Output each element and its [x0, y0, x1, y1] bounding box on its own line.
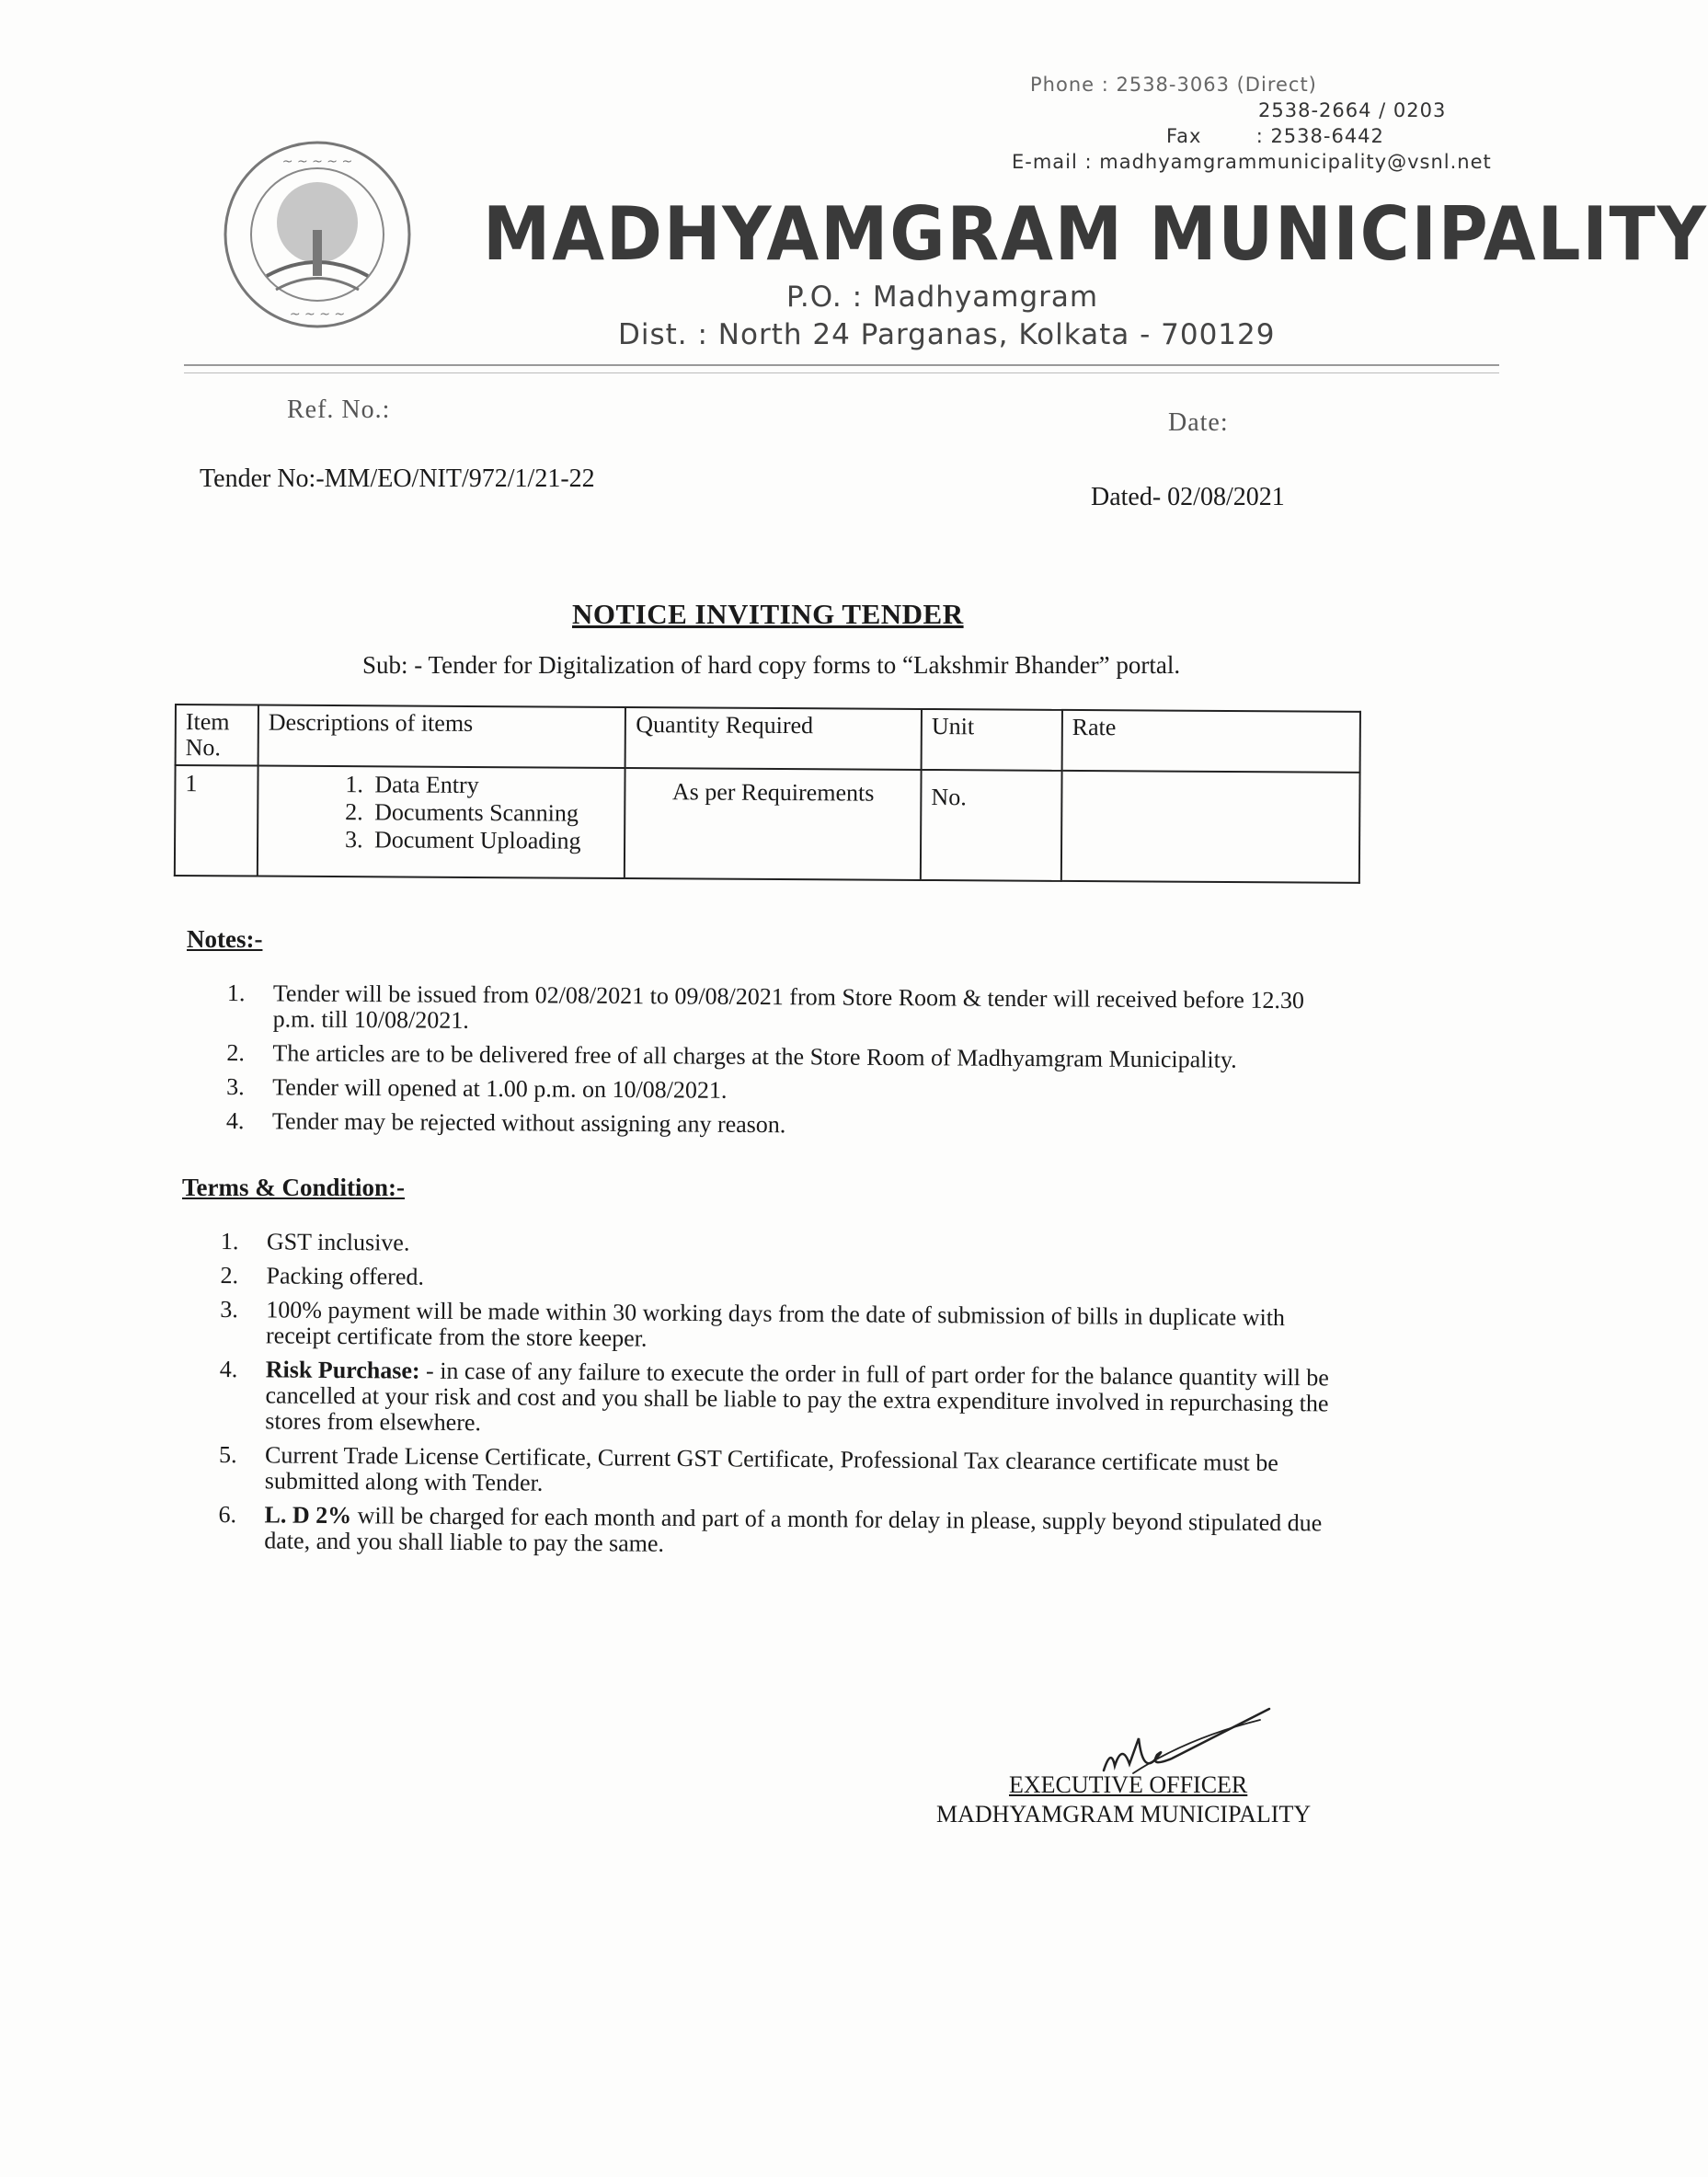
list-item: 3. Document Uploading: [369, 826, 615, 855]
cell-unit: No.: [921, 770, 1061, 881]
phone-line: Phone : 2538-3063 (Direct): [1030, 74, 1317, 96]
term-bold: Risk Purchase:: [265, 1356, 420, 1384]
reference-label: Ref. No.:: [287, 395, 391, 424]
list-item: 1. Data Entry: [369, 771, 615, 800]
list-item: 6. L. D 2% will be charged for each month and part of a month for delay in please, supply beyond stipulated due date, and you shall liable to pay the same.: [218, 1500, 1323, 1557]
document-heading: NOTICE INVITING TENDER: [572, 598, 964, 630]
list-item: 3. Tender will opened at 1.00 p.m. on 10/08/2021.: [226, 1072, 728, 1104]
note-text: Tender will be issued from 02/08/2021 to 09/08/2021 from Store Room & tender will received before 12.30 p.m. till 10/08/2021.: [272, 980, 1304, 1034]
svg-text:~ ~ ~ ~ ~: ~ ~ ~ ~ ~: [281, 155, 353, 169]
table-header-row: [176, 705, 1360, 773]
header-rate: Rate: [1061, 710, 1360, 773]
notes-list: [226, 980, 1349, 1151]
term-text: Packing offered.: [266, 1262, 425, 1290]
terms-title: Terms & Condition:-: [182, 1174, 406, 1201]
list-item: 4. Risk Purchase: - in case of any failure to execute the order in full of part order for the balance quantity will be cancelled at your risk and cost and you shall be liable to pay the extra expenditure involved in repurchasing the stores from elsewhere.: [219, 1355, 1330, 1437]
cell-rate: [1061, 771, 1360, 883]
svg-text:~ ~ ~ ~: ~ ~ ~ ~: [289, 307, 346, 322]
list-item: 2. Packing offered.: [220, 1261, 425, 1290]
list-item: 5. Current Trade License Certificate, Current GST Certificate, Professional Tax clearance certificate must be submitted along with Tender.: [218, 1440, 1278, 1496]
terms-list: [218, 1229, 1343, 1571]
list-item: 3. 100% payment will be made within 30 working days from the date of submission of bills in duplicate with receipt certificate from the store keeper.: [220, 1295, 1286, 1352]
tender-date: Dated- 02/08/2021: [1091, 483, 1285, 511]
letterhead-divider-thin: [184, 372, 1499, 373]
letterhead-divider: [184, 364, 1499, 366]
fax-label: Fax: [1166, 125, 1202, 147]
header-description: Descriptions of items: [258, 705, 626, 768]
signatory-title: EXECUTIVE OFFICER: [1009, 1771, 1248, 1798]
cell-quantity: As per Requirements: [625, 768, 921, 880]
date-label: Date:: [1168, 408, 1229, 437]
municipal-seal-icon: [221, 138, 414, 331]
phone-line-2: 2538-2664 / 0203: [1258, 99, 1447, 121]
cell-item-no: 1: [175, 765, 258, 877]
term-text: will be charged for each month and part of a month for delay in please, supply beyond stipulated due date, and you shall liable to pay the same.: [264, 1502, 1323, 1557]
term-bold: L. D 2%: [264, 1501, 352, 1530]
signatory-organization: MADHYAMGRAM MUNICIPALITY: [936, 1801, 1312, 1828]
header-unit: Unit: [922, 709, 1062, 771]
email-line: E-mail : madhyamgrammunicipality@vsnl.net: [1012, 151, 1492, 173]
fax-value: : 2538-6442: [1255, 125, 1384, 147]
post-office: P.O. : Madhyamgram: [786, 281, 1099, 314]
notes-title: Notes:-: [187, 925, 263, 953]
term-text: Current Trade License Certificate, Current GST Certificate, Professional Tax clearance certificate must be submitted along with Tender.: [264, 1441, 1278, 1496]
list-item: 1. GST inclusive.: [220, 1228, 410, 1256]
term-text: 100% payment will be made within 30 working days from the date of submission of bills in duplicate with receipt certificate from the store keeper.: [265, 1296, 1286, 1352]
items-table: [174, 704, 1361, 884]
district-address: Dist. : North 24 Parganas, Kolkata - 700129: [618, 318, 1276, 351]
contact-block: [1012, 72, 1492, 175]
tender-number: Tender No:-MM/EO/NIT/972/1/21-22: [200, 464, 595, 493]
term-text: - in case of any failure to execute the order in full of part order for the balance quantity will be cancelled at your risk and cost and you shall be liable to pay the extra expenditure involved in repurchasing the stores from elsewhere.: [265, 1357, 1330, 1437]
note-text: Tender may be rejected without assigning any reason.: [271, 1107, 786, 1139]
description-list: [268, 771, 615, 855]
list-item: 2. The articles are to be delivered free of all charges at the Store Room of Madhyamgram Municipality.: [226, 1038, 1237, 1073]
table-row: [175, 765, 1360, 883]
term-text: GST inclusive.: [266, 1228, 410, 1256]
note-text: Tender will opened at 1.00 p.m. on 10/08/2021.: [272, 1073, 728, 1104]
list-item: 4. Tender may be rejected without assigning any reason.: [225, 1106, 786, 1139]
header-item-no: Item No.: [176, 705, 258, 766]
cell-descriptions: [258, 766, 625, 878]
note-text: The articles are to be delivered free of all charges at the Store Room of Madhyamgram Municipality.: [272, 1039, 1237, 1073]
list-item: 2. Documents Scanning: [369, 798, 615, 828]
organization-name: MADHYAMGRAM MUNICIPALITY: [483, 191, 1708, 277]
subject-line: Sub: - Tender for Digitalization of hard copy forms to “Lakshmir Bhander” portal.: [362, 651, 1181, 679]
list-item: 1. Tender will be issued from 02/08/2021 to 09/08/2021 from Store Room & tender will received before 12.30 p.m. till 10/08/2021.: [226, 980, 1304, 1034]
header-quantity: Quantity Required: [625, 707, 922, 770]
